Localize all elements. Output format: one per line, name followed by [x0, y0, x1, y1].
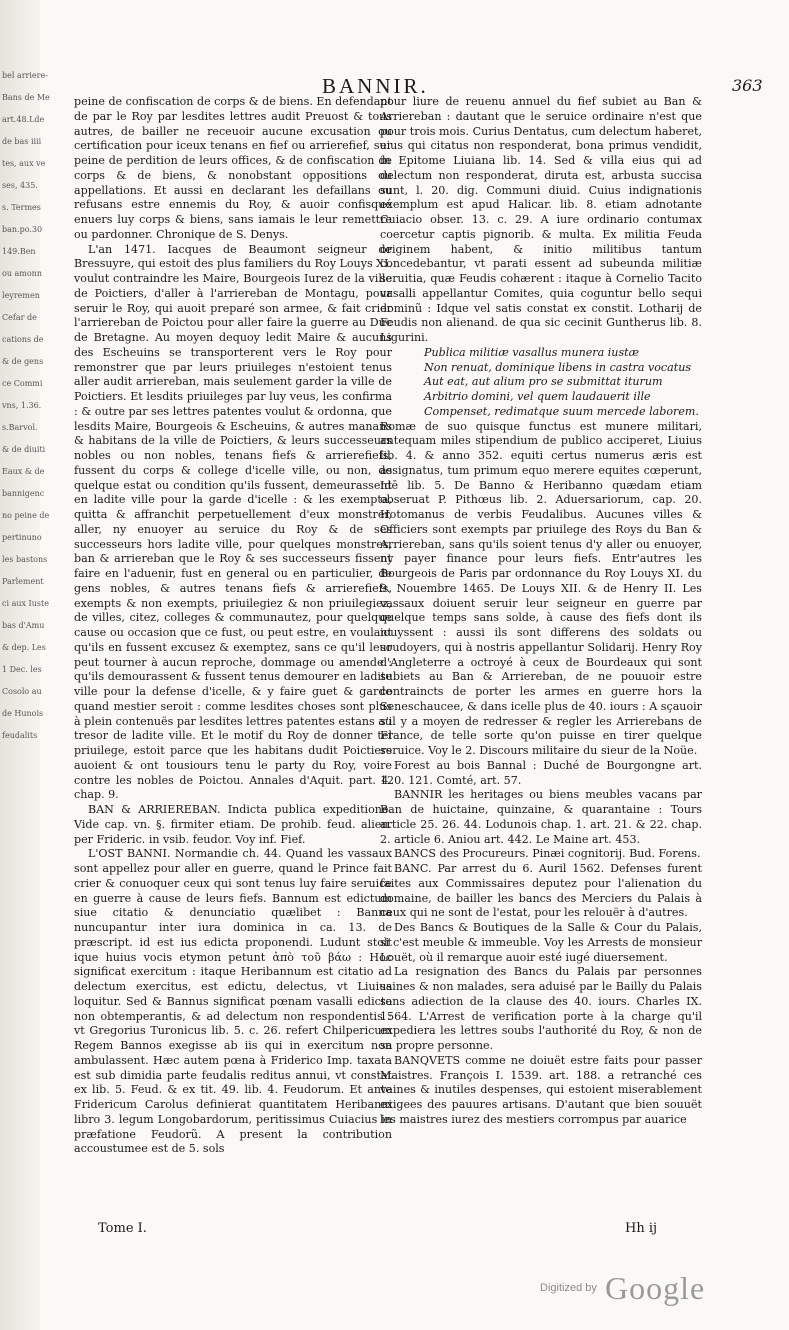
gutter-text-line: Eaux & de	[2, 467, 45, 476]
gutter-text-line: ses, 435.	[2, 181, 38, 190]
paragraph: BANQVETS comme ne doiuët estre faits pour passer Maistres. François I. 1539. art. 188. a retranché ces vaines & inutiles despenses, qui estoient miserablement exigees des pauures artisans. D'autant que bien souuët les maistres iurez des mestiers corrompus par auarice	[380, 1053, 702, 1126]
gutter-text-line: ce Commi	[2, 379, 43, 388]
gutter-text-line: 149.Ben	[2, 247, 36, 256]
gutter-text-line: de bas iiii	[2, 137, 42, 146]
gutter-text-line: bannigenc	[2, 489, 45, 498]
paragraph: Des Bancs & Boutiques de la Salle & Cour du Palais, si c'est meuble & immeuble. Voy les Arrests de monsieur Louët, où il remarque auoir esté iugé diuersement.	[380, 921, 702, 964]
gutter-text-line: de Hunois	[2, 709, 44, 718]
latin-verse	[380, 346, 702, 420]
paragraph: BANCS des Procureurs. Pinæi cognitorij. Bud. Forens.	[394, 847, 701, 861]
gutter-text-line: bas d'Amu	[2, 621, 45, 630]
gutter-text-line: bel arriere-	[2, 71, 48, 80]
paragraph: L'an 1471. Iacques de Beaumont seigneur de Bressuyre, qui estoit des plus familiers du Roy Louys XI. voulut contraindre les Maire, Bourgeois Iurez de la ville de Poictiers, d'aller à l'arriereban de Montagu, pour seruir le Roy, qui auoit preparé son armee, & fait crier l'arriereban de Poictou pour aller faire la guerre au Duc de Bretagne. Au moyen dequoy ledit Maire & aucuns des Escheuins se transporterent vers le Roy pour remonstrer que par leurs priuileges n'estoient tenus aller audit arriereban, mais seulement garder la ville de Poictiers. Et lesdits priuileges par luy veus, les confirma : & outre par ses lettres patentes voulut & ordonna, que lesdits Maire, Bourgeois & Escheuins, & autres manans & habitans de la ville de Poictiers, & leurs successeurs nobles ou non nobles, tenans fiefs & arrierefiefs, fussent du corps & college d'icelle ville, ou non, de quelque estat ou condition qu'ils fussent, demeurassent en ladite ville pour la garde d'icelle : & les exempta, quitta & affranchit perpetuellement d'eux monstrer, aller, ny enuoyer au seruice du Roy & de ses successeurs hors ladite ville, pour quelques monstres, ban & arriereban que le Roy & ses successeurs fissent faire en l'aduenir, fust en general ou en particulier, de gens nobles, & autres tenans fiefs & arrierefiefs, exempts & non exempts, priuilegiez & non priuilegiez, de villes, citez, colleges & communautez, pour quelque cause ou occasion que ce fust, ou peut estre, en voulant qu'ils en fussent excusez & exemptez, sans ce qu'il leur peut tourner à aucun reproche, dommage ou amende : qu'ils demourassent & fussent tenus demourer en ladite ville pour la defense d'icelle, & y faire guet & garde quand mestier seroit : comme lesdites choses sont plus à plein contenuës par lesdites lettres patentes estans au tresor de ladite ville. Et le motif du Roy de donner tel priuilege, estoit parce que les habitans dudit Poictiers auoient & ont tousiours tenu le party du Roy, voire contre les nobles de Poictou. Annales d'Aquit. part. 4. chap. 9.	[74, 242, 392, 802]
verse-line: Compenset, redimatque suum mercede laborem.	[424, 404, 699, 418]
gutter-text-line: art.48.Lde	[2, 115, 45, 124]
paragraph: BANC. Par arrest du 6. Auril 1562. Defenses furent faites aux Commissaires deputez pour l'alienation du domaine, de bailler les bancs des Merciers du Palais à ceux qui ne sont de l'estat, pour les relouër à d'autres.	[380, 862, 702, 920]
paragraph: Romæ de suo quisque functus est munere militari, antequam miles stipendium de publico acciperet, Liuius lib. 4. & anno 352. equiti certus numerus æris est assignatus, tum primum equo merere equites cœperunt, Idē lib. 5. De Banno & Heribanno quædam etiam obseruat P. Pithœus lib. 2. Aduersariorum, cap. 20. Hotomanus de verbis Feudalibus. Aucunes villes & Officiers sont exempts par priuilege des Roys du Ban & Arriereban, sans qu'ils soient tenus d'y aller ou enuoyer, ny payer finance pour leurs fiefs. Entr'autres les Bourgeois de Paris par ordonnance du Roy Louys XI. du 9. Nouembre 1465. De Louys XII. & de Henry II. Les vassaux doiuent seruir leur seigneur en guerre par quelque temps sans solde, à cause des fiefs dont ils iouyssent : aussi ils sont differens des soldats ou soudoyers, qui à nostris appellantur Solidarij. Henry Roy d'Angleterre a octroyé à ceux de Bourdeaux qui sont subiets au Ban & Arriereban, de ne pouuoir estre contraincts de porter les armes en guerre hors la Seneschaucee, & dans icelle plus de 40. iours : A sçauoir s'il y a moyen de redresser & regler les Arrierebans de France, de telle sorte qu'on puisse en tirer quelque seruice. Voy le 2. Discours militaire du sieur de la Noüe.	[380, 419, 702, 757]
gutter-text-line: Cefar de	[2, 313, 37, 322]
gutter-text-line: & dep. Les	[2, 643, 46, 652]
paragraph: Forest au bois Bannal : Duché de Bourgongne art. 120. 121. Comté, art. 57.	[380, 758, 702, 787]
gutter-text-line: pertinuno	[2, 533, 42, 542]
running-head-title: BANNIR.	[322, 74, 429, 98]
digitized-by-label: Digitized by	[540, 1282, 597, 1294]
verse-line: Arbitrio domini, vel quem laudauerit ille	[424, 390, 651, 403]
left-column	[74, 95, 392, 1157]
gutter-text-line: Bans de Me	[2, 93, 50, 102]
gutter-text-line: leyremen	[2, 291, 40, 300]
paragraph: BANNIR les heritages ou biens meubles vacans par Ban de huictaine, quinzaine, & quarantaine : Tours article 25. 26. 44. Lodunois chap. 1. art. 21. & 22. chap. 2. article 6. Aniou art. 442. Le Maine art. 453.	[380, 788, 702, 846]
gutter-text-line: ci aux Iuste	[2, 599, 49, 608]
gutter-text-line: vns, 1.36.	[2, 401, 42, 410]
gutter-text-line: tes, aux ve	[2, 159, 46, 168]
verse-line: Aut eat, aut alium pro se submittat iturum	[424, 375, 663, 389]
paragraph: peine de confiscation de corps & de biens. En defendant de par le Roy par lesdites lettres audit Preuost & tous autres, de bailler ne receuoir aucune excusation ou certification pour iceux tenans en fief ou arrierefief, sur peine de perdition de leurs offices, & de confiscation de corps & de biens, & nonobstant oppositions ou appellations. Et aussi en declarant les defaillans ou refusans estre ennemis du Roy, & auoir confisqué enuers luy corps & biens, sans iamais le leur remettre ou pardonner. Chronique de S. Denys.	[74, 95, 392, 241]
volume-label: Tome I.	[98, 1221, 147, 1236]
google-watermark-logo: Google	[605, 1270, 706, 1306]
gutter-text-line: s.Barvol.	[2, 423, 38, 432]
paragraph: La resignation des Bancs du Palais par personnes saines & non malades, sera aduisé par le Bailly du Palais sans adiection de la clause des 40. iours. Charles IX. 1564. L'Arrest de verification porte à la charge qu'il expediera les lettres soubs l'authorité du Roy, & non de sa propre personne.	[380, 965, 702, 1052]
gutter-text-line: ban.po.30	[2, 225, 43, 234]
gutter-text-line: & de gens	[2, 357, 44, 366]
paragraph: pour liure de reuenu annuel du fief subiet au Ban & Arriereban : dautant que le seruice ordinaire n'est que pour trois mois. Curius Dentatus, cum delectum haberet, eius qui citatus non responderat, bona primus vendidit, in Epitome Liuiana lib. 14. Sed & villa eius qui ad delectum non responderat, diruta est, arbusta succisa sunt, l. 20. dig. Communi diuid. Cuius indignationis exemplum est apud Halicar. lib. 8. etiam adnotante Cuiacio obser. 13. c. 29. A iure ordinario contumax coercetur captis pignorib. & multa. Ex militia Feuda originem habent, & initio militibus tantum concedebantur, vt parati essent ad subeunda militiæ seruitia, quæ Feudis cohærent : itaque à Cornelio Tacito vasalli appellantur Comites, quia coguntur bello sequi dominũ : Idque vel satis constat ex constit. Lotharij de Feudis non alienand. de qua sic cecinit Guntherus lib. 8. Ligurini.	[380, 95, 702, 344]
gutter-text-line: Cosolo au	[2, 687, 42, 696]
gutter-text-line: feudalits	[2, 731, 38, 740]
gutter-text-line: 1 Dec. les	[2, 665, 42, 674]
verse-line: Non renuat, dominique libens in castra vocatus	[424, 360, 692, 374]
gutter-text-line: cations de	[2, 335, 44, 344]
gutter-text-line: s. Termes	[2, 203, 41, 212]
gutter-text-line: les bastons	[2, 555, 48, 564]
verse-line: Publica militiæ vasallus munera iustæ	[424, 345, 640, 359]
previous-page-gutter	[0, 0, 50, 1330]
page-number: 363	[732, 76, 763, 95]
paragraph: BAN & ARRIEREBAN. Indicta publica expeditione. Vide cap. vn. §. firmiter etiam. De prohib. feud. alien. per Frideric. in vsib. feudor. Voy inf. Fief.	[74, 803, 392, 846]
signature-mark: Hh ij	[625, 1221, 658, 1236]
gutter-text-line: no peine de	[2, 511, 50, 520]
right-column	[380, 95, 702, 1128]
paragraph: L'OST BANNI. Normandie ch. 44. Quand les vassaux sont appellez pour aller en guerre, quand le Prince fait crier & conuoquer ceux qui sont tenus luy faire seruice en guerre à cause de leurs fiefs. Bannum est edictum siue citatio & denunciatio quælibet : Banna nuncupantur inter iura dominica in ca. 13. de præscript. id est ius edicta proponendi. Ludunt stolt ique huius vocis etymon petunt ἀπὸ τοῦ βάω : Hoc significat exercitum : itaque Heribannum est citatio ad delectum exercitus, est edictu, delectus, vt Liuius loquitur. Sed & Bannus significat pœnam vasalli edicto non obtemperantis, & ad delectum non respondentis : vt Gregorius Turonicus lib. 5. c. 26. refert Chilpericum Regem Bannos exegisse ab iis qui in exercitum non ambulassent. Hæc autem pœna à Friderico Imp. taxata est sub dimidia parte feudalis reditus annui, vt constat ex lib. 5. Feud. & ex tit. 49. lib. 4. Feudorum. Et ante Fridericum Carolus definierat quantitatem Heribanni libro 3. legum Longobardorum, peritissimus Cuiacius in præfatione Feudorũ. A present la contribution accoustumee est de 5. sols	[74, 847, 392, 1156]
gutter-text-line: & de diuiti	[2, 445, 46, 454]
gutter-text-line: ou amonn	[2, 269, 42, 278]
gutter-text-line: Parlement	[2, 577, 44, 586]
